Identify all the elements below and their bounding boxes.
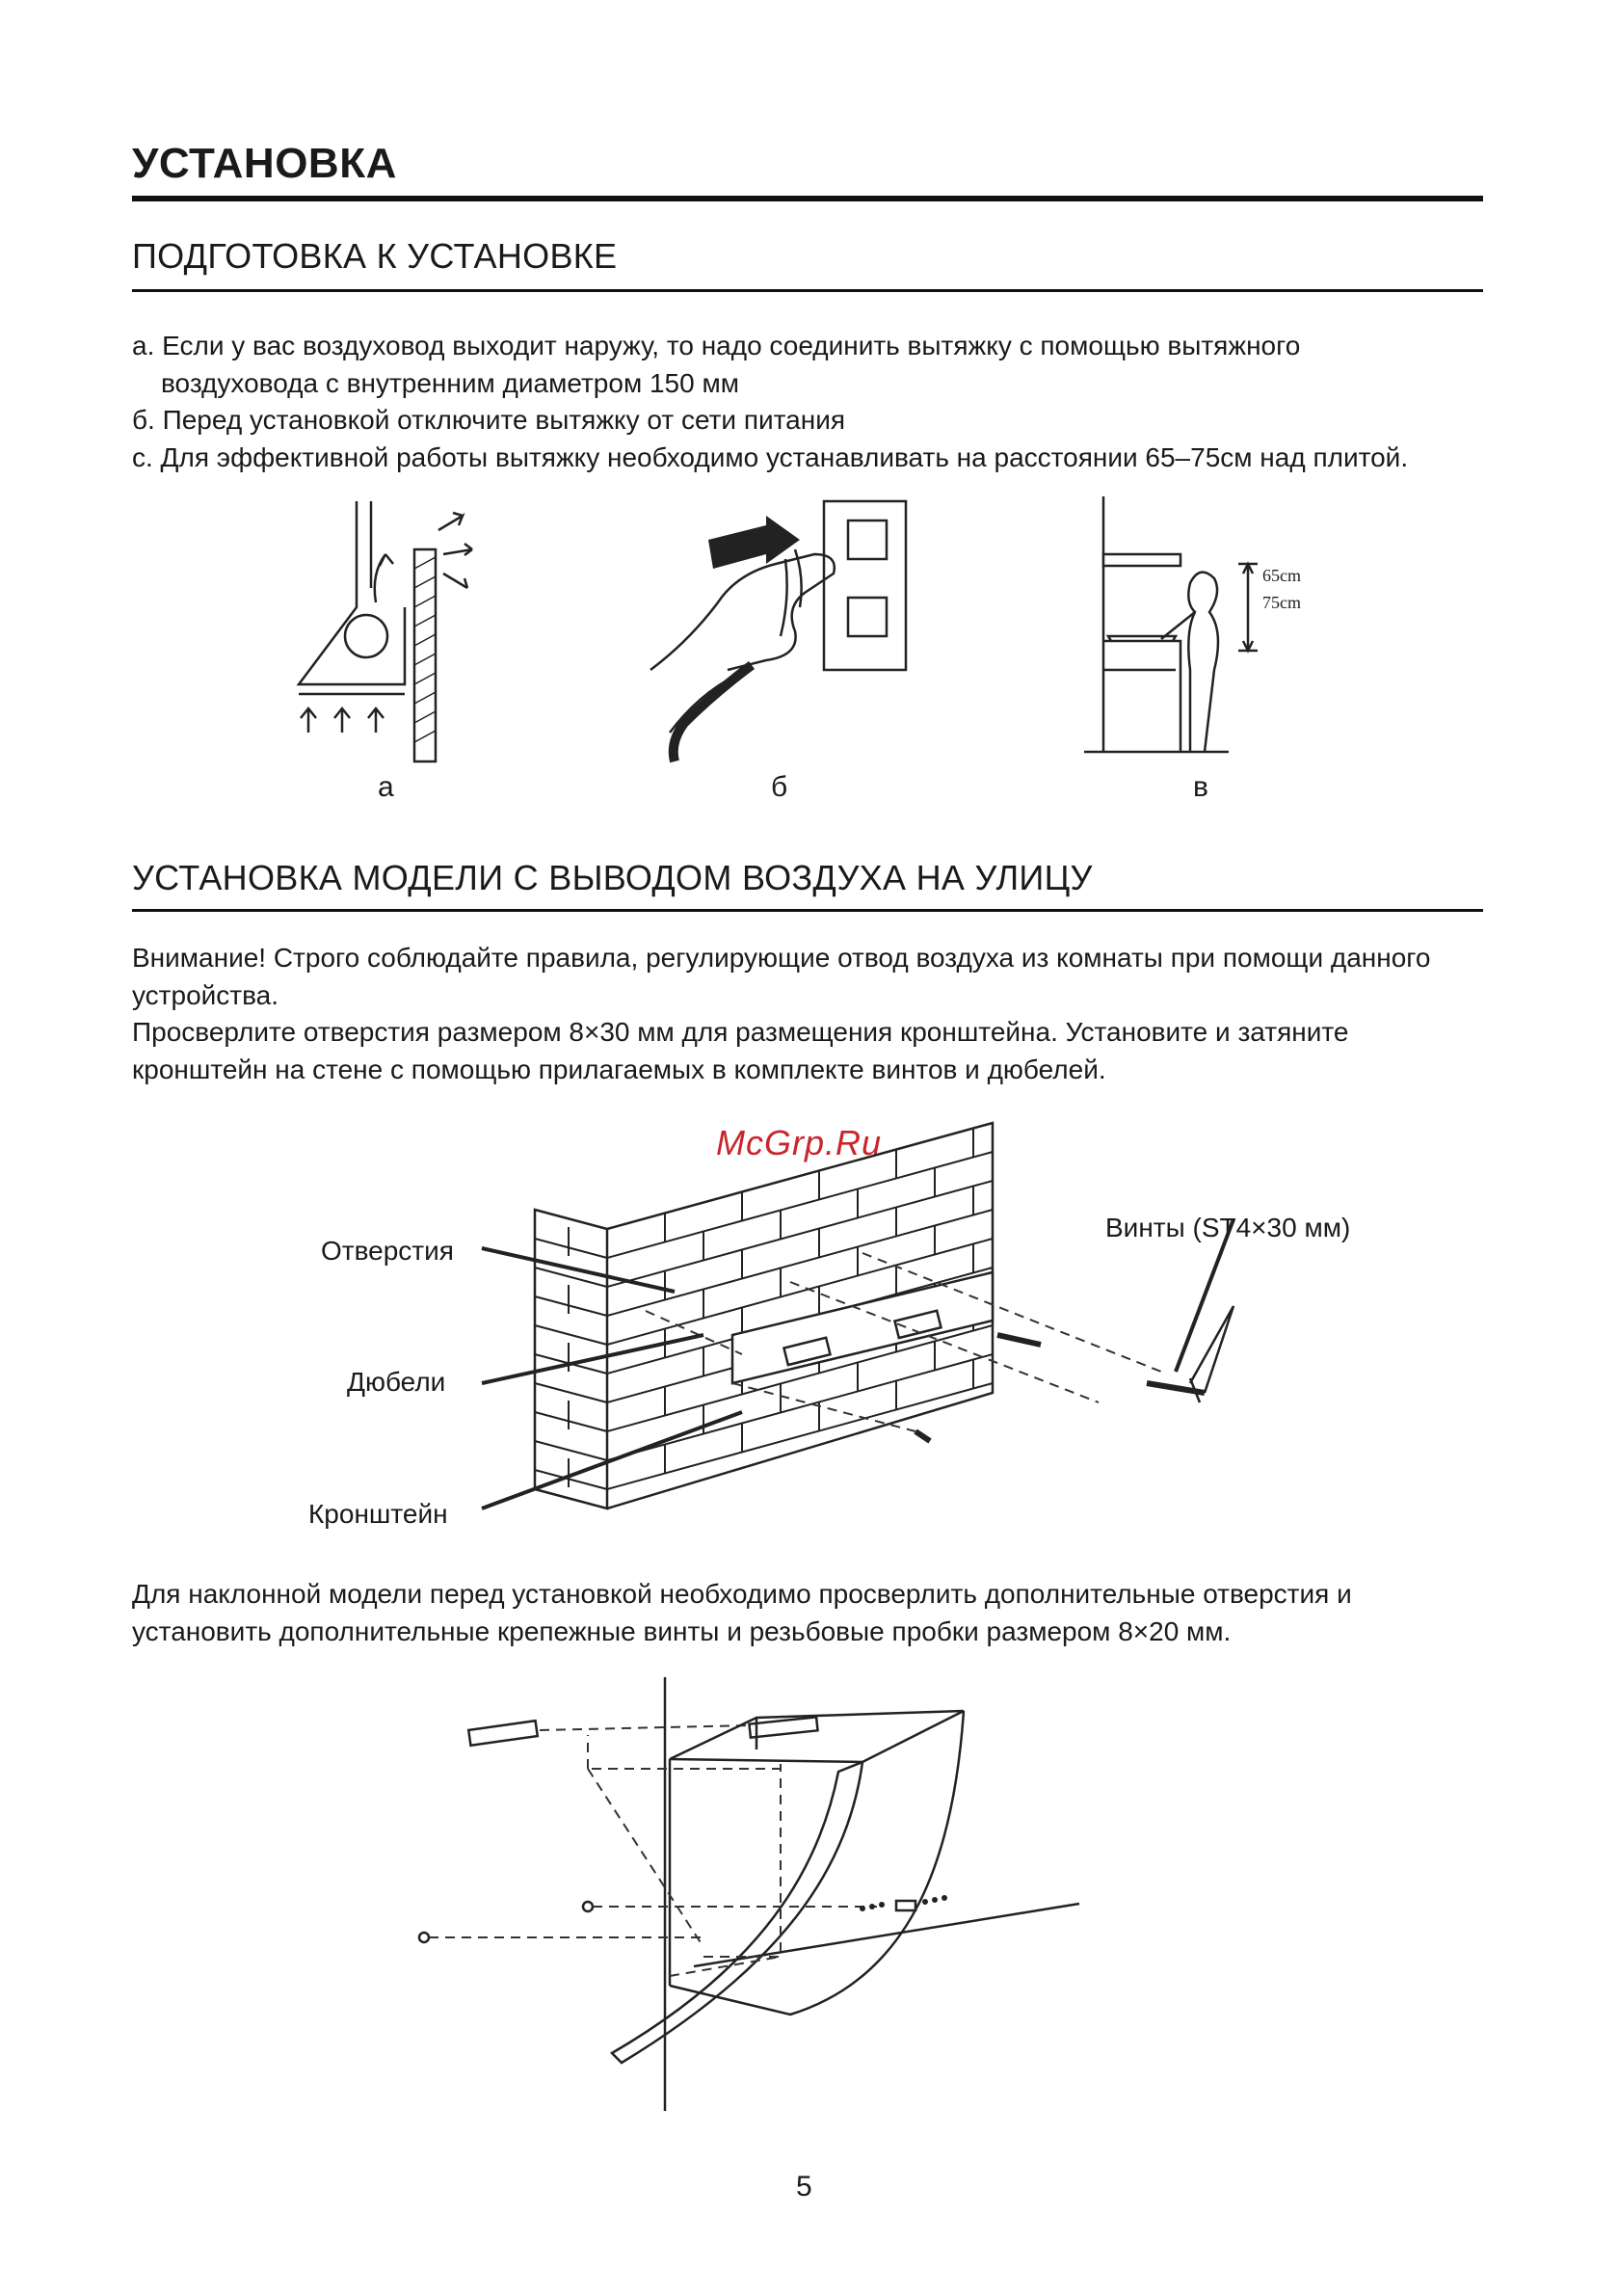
inclined-model-paragraph: Для наклонной модели перед установкой необходимо просверлить дополнительные отверстия и установить дополнительные крепежные винты и резьбовые пробки размером 8×20 мм.	[132, 1579, 1352, 1646]
list-item: б. Перед установкой отключите вытяжку от сети питания	[132, 405, 845, 435]
list-item-continuation: воздуховода с внутренним диаметром 150 мм	[161, 367, 739, 398]
warning-paragraph: Внимание! Строго соблюдайте правила, регулирующие отвод воздуха из комнаты при помощи данного устройства.	[132, 943, 1431, 1010]
list-item: с. Для эффективной работы вытяжку необходимо устанавливать на расстоянии 65–75см над плитой.	[132, 441, 1409, 472]
section-rule	[132, 909, 1483, 912]
label-holes: Отверстия	[321, 1236, 454, 1266]
drill-instructions-paragraph: Просверлите отверстия размером 8×30 мм для размещения кронштейна. Установите и затяните кронштейн на стене с помощью прилагаемых в комплекте винтов и дюбелей.	[132, 1017, 1349, 1084]
dimension-bottom: 75cm	[1262, 593, 1301, 612]
section-heading-outdoor-exhaust: УСТАНОВКА МОДЕЛИ С ВЫВОДОМ ВОЗДУХА НА УЛИЦУ	[132, 858, 1093, 897]
figure-unplug-diagram	[641, 501, 920, 752]
inclined-hood-diagram	[414, 1677, 1166, 2121]
page-title: УСТАНОВКА	[132, 140, 397, 187]
page-number: 5	[796, 2171, 812, 2203]
figure-airflow-diagram	[279, 492, 501, 761]
label-screws: Винты (ST4×30 мм)	[1105, 1213, 1351, 1242]
preparation-list	[132, 328, 1500, 476]
label-dowels: Дюбели	[347, 1367, 446, 1397]
list-item: а. Если у вас воздуховод выходит наружу, то надо соединить вытяжку с помощью вытяжного	[132, 331, 1301, 360]
dimension-top: 65cm	[1262, 566, 1301, 585]
figure-caption-a: а	[378, 771, 394, 803]
section-rule	[132, 289, 1483, 292]
title-rule	[132, 196, 1483, 201]
figure-height-diagram	[1084, 496, 1315, 757]
bracket-mounting-diagram	[472, 1113, 1205, 1537]
figure-caption-v: в	[1193, 771, 1208, 803]
watermark: McGrp.Ru	[716, 1123, 883, 1162]
label-bracket: Кронштейн	[308, 1499, 448, 1529]
section-heading-preparation: ПОДГОТОВКА К УСТАНОВКЕ	[132, 236, 618, 276]
figure-caption-b: б	[771, 771, 788, 803]
